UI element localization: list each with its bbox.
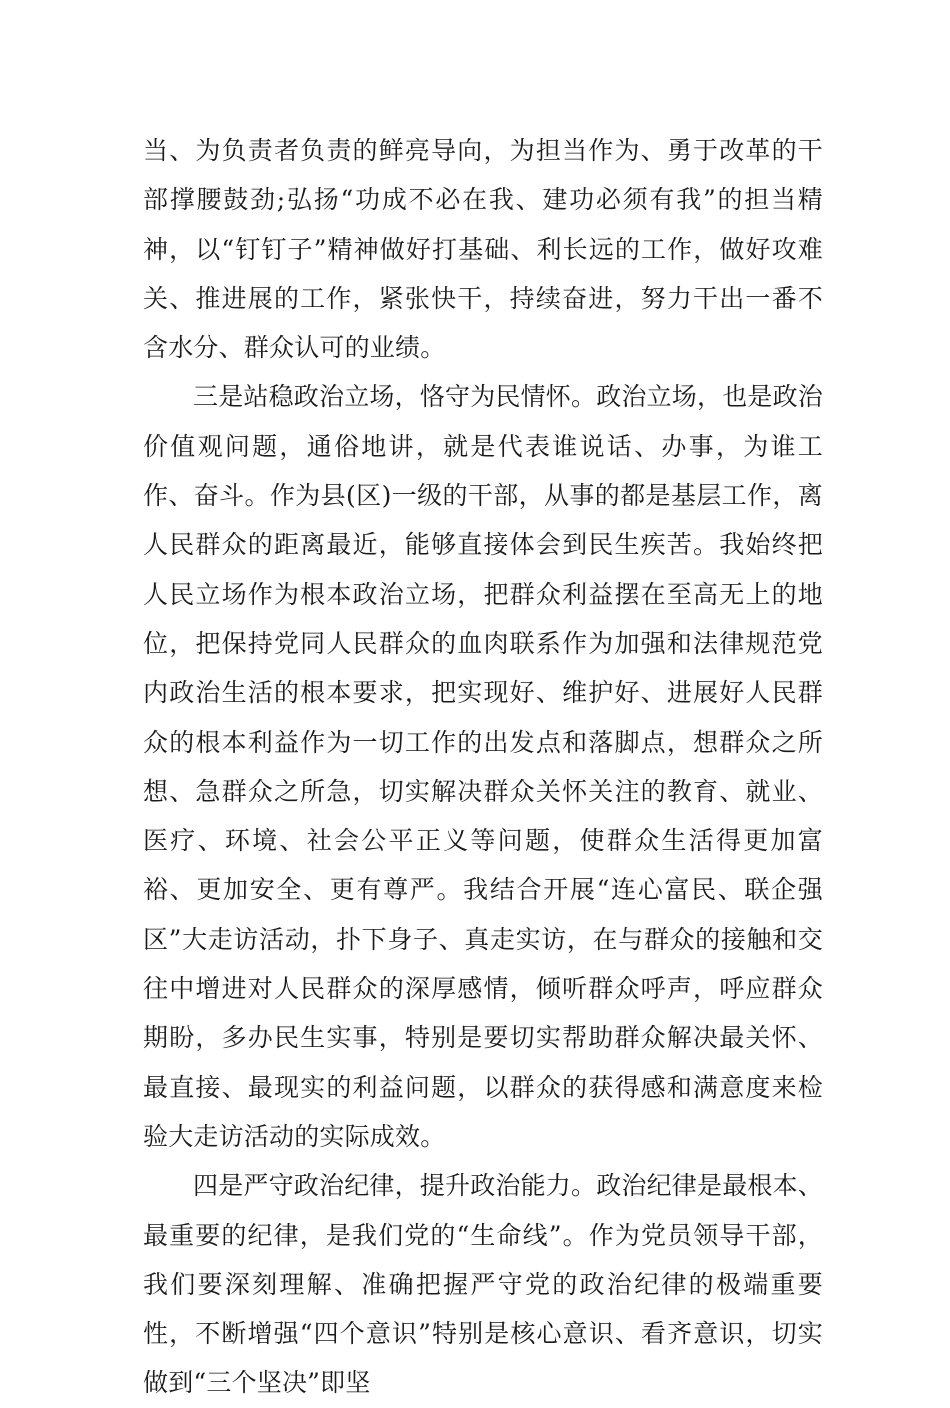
document-body <box>143 126 823 1408</box>
paragraph-political-stance: 三是站稳政治立场，恪守为民情怀。政治立场，也是政治价值观问题，通俗地讲，就是代表谁说话、办事，为谁工作、奋斗。作为县(区)一级的干部，从事的都是基层工作，离人民群众的距离最近，能够直接体会到民生疾苦。我始终把人民立场作为根本政治立场，把群众利益摆在至高无上的地位，把保持党同人民群众的血肉联系作为加强和法律规范党内政治生活的根本要求，把实现好、维护好、进展好人民群众的根本利益作为一切工作的出发点和落脚点，想群众之所想、急群众之所急，切实解决群众关怀关注的教育、就业、医疗、环境、社会公平正义等问题，使群众生活得更加富裕、更加安全、更有尊严。我结合开展“连心富民、联企强区”大走访活动，扑下身子、真走实访，在与群众的接触和交往中增进对人民群众的深厚感情，倾听群众呼声，呼应群众期盼，多办民生实事，特别是要切实帮助群众解决最关怀、最直接、最现实的利益问题，以群众的获得感和满意度来检验大走访活动的实际成效。 <box>143 382 824 1151</box>
paragraph-continuation: 当、为负责者负责的鲜亮导向，为担当作为、勇于改革的干部撑腰鼓劲;弘扬“功成不必在我、建功必须有我”的担当精神，以“钉钉子”精神做好打基础、利长远的工作，做好攻难关、推进展的工作，紧张快干，持续奋进，努力干出一番不含水分、群众认可的业绩。 <box>143 136 823 363</box>
paragraph-political-discipline: 四是严守政治纪律，提升政治能力。政治纪律是最根本、最重要的纪律，是我们党的“生命线”。作为党员领导干部，我们要深刻理解、准确把握严守党的政治纪律的极端重要性，不断增强“四个意识”特别是核心意识、看齐意识，切实做到“三个坚决”即坚 <box>143 1171 824 1398</box>
